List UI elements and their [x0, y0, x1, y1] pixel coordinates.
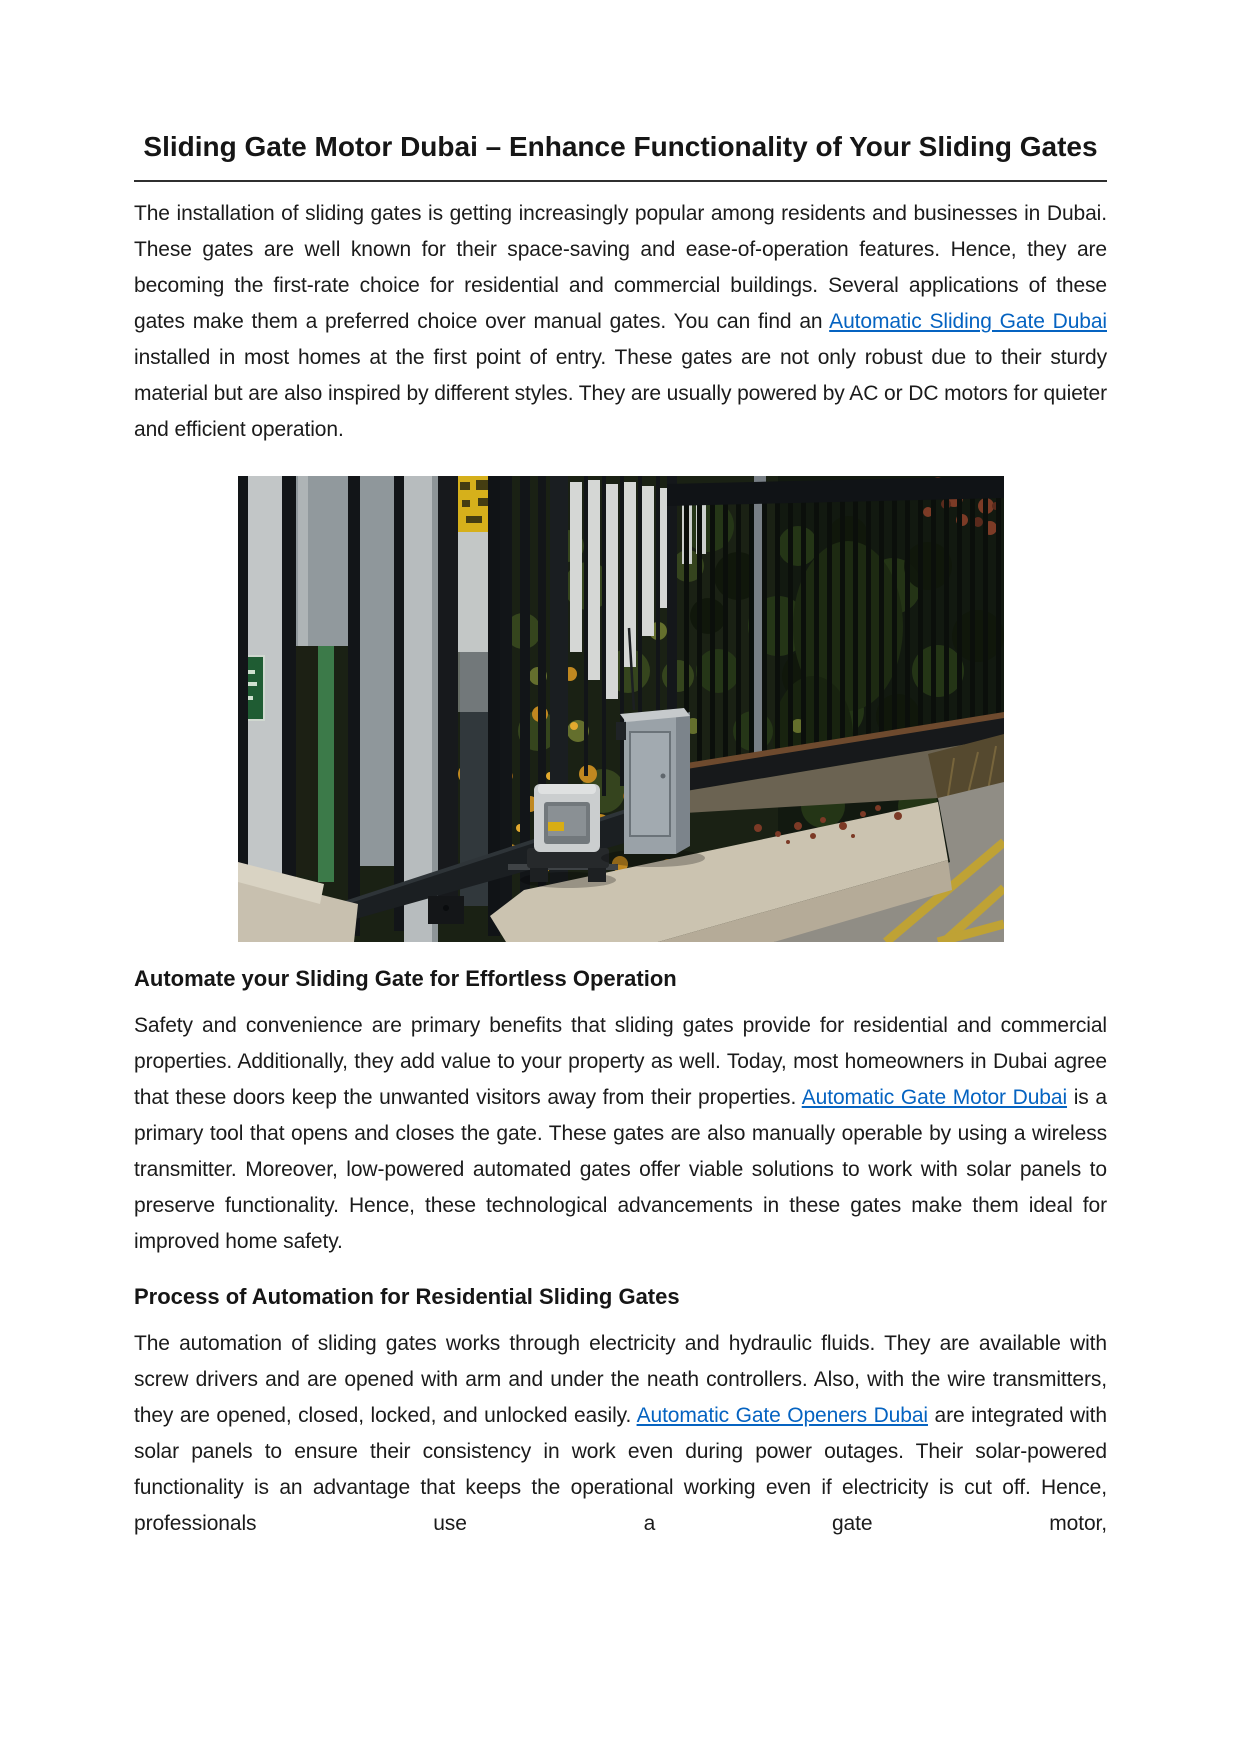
link-automatic-gate-openers-dubai[interactable]: Automatic Gate Openers Dubai	[636, 1404, 928, 1427]
heading-automate-sliding-gate: Automate your Sliding Gate for Effortless Operation	[134, 966, 677, 991]
heading-process-of-automation: Process of Automation for Residential Sliding Gates	[134, 1284, 680, 1309]
paragraph-process	[134, 1326, 1107, 1542]
link-automatic-gate-motor-dubai[interactable]: Automatic Gate Motor Dubai	[801, 1086, 1068, 1109]
gate-photo-figure	[238, 476, 1004, 942]
link-automatic-sliding-gate-dubai[interactable]: Automatic Sliding Gate Dubai	[829, 310, 1107, 333]
paragraph-intro-text-1: The installation of sliding gates is getting increasingly popular among residents and businesses in Dubai. These gates are well known for their space-saving and ease-of-operation features. Hence, they are becoming the first-rate choice for residential and commercial buildings. Several applications of these gates make them a preferred choice over manual gates. You can find an	[134, 202, 1107, 333]
title-divider	[134, 180, 1107, 182]
page-title: Sliding Gate Motor Dubai – Enhance Functionality of Your Sliding Gates	[143, 131, 1098, 162]
paragraph-automate	[134, 1008, 1107, 1260]
paragraph-automate-text-2: is a primary tool that opens and closes the gate. These gates are also manually operable by using a wireless transmitter. Moreover, low-powered automated gates offer viable solutions to work with solar panels to preserve functionality. Hence, these technological advancements in these gates make them ideal for improved home safety.	[134, 1086, 1107, 1253]
paragraph-process-text-1: The automation of sliding gates works through electricity and hydraulic fluids. They are available with screw drivers and are opened with arm and under the neath controllers. Also, with the wire transmitters, they are opened, closed, locked, and unlocked easily.	[134, 1332, 1107, 1427]
paragraph-automate-text-1: Safety and convenience are primary benefits that sliding gates provide for residential and commercial properties. Additionally, they add value to your property as well. Today, most homeowners in Dubai agree that these doors keep the unwanted visitors away from their properties.	[134, 1014, 1107, 1109]
paragraph-intro-text-2: installed in most homes at the first point of entry. These gates are not only robust due to their sturdy material but are also inspired by different styles. They are usually powered by AC or DC motors for quieter and efficient operation.	[134, 346, 1107, 441]
paragraph-intro	[134, 196, 1107, 448]
paragraph-process-text-2: are integrated with solar panels to ensure their consistency in work even during power outages. Their solar-powered functionality is an advantage that keeps the operational working even if electricity is cut off. Hence, professionals use a gate motor,	[134, 1404, 1107, 1535]
gate-photo	[238, 476, 1004, 942]
